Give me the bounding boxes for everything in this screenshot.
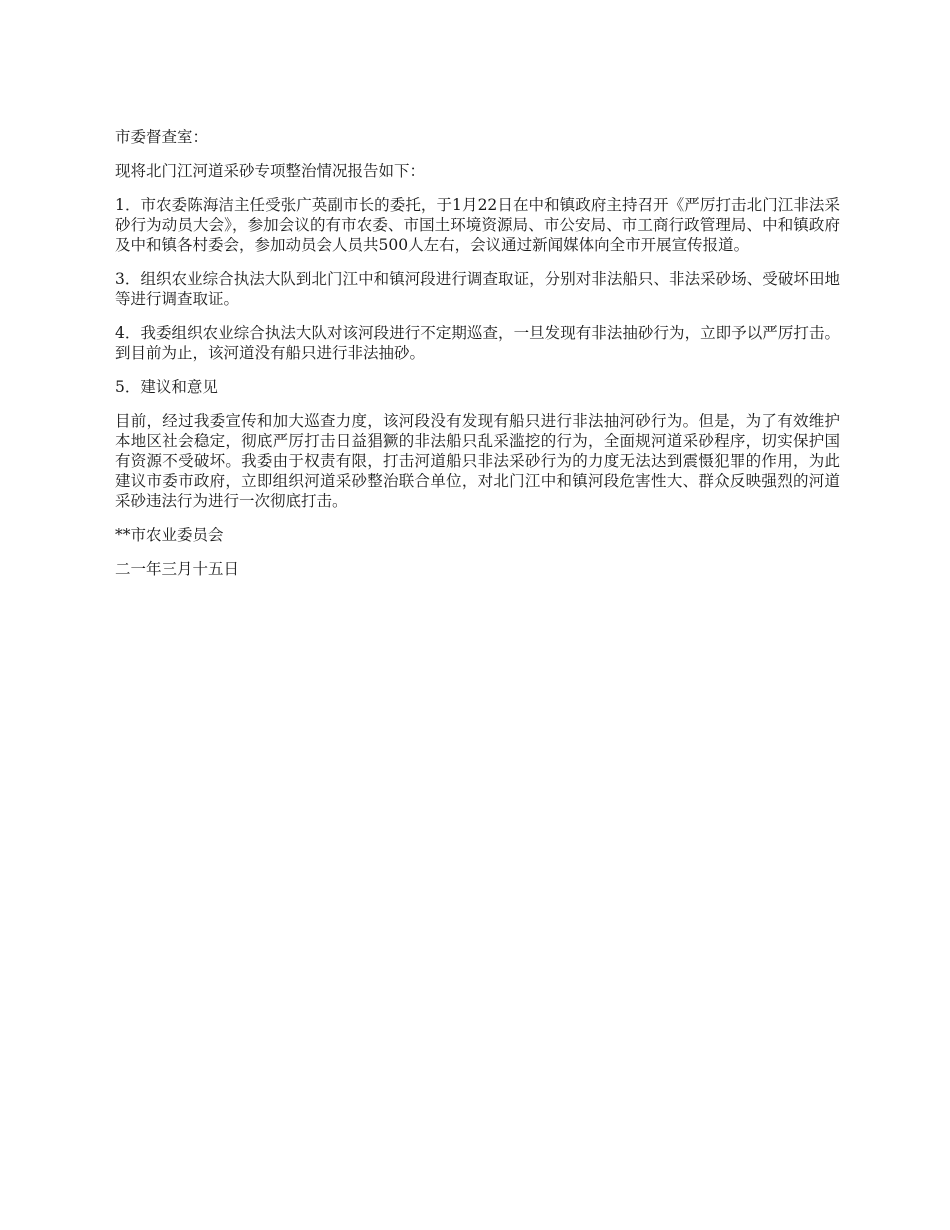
item-3-paragraph: 3．组织农业综合执法大队到北门江中和镇河段进行调查取证，分别对非法船只、非法采砂场、受破坏田地等进行调查取证。 (115, 270, 840, 308)
salutation: 市委督查室： (115, 128, 209, 146)
signature: **市农业委员会 (115, 526, 224, 544)
document-body (115, 127, 840, 593)
item-5-heading: 5．建议和意见 (115, 378, 218, 396)
item-1-paragraph: 1．市农委陈海洁主任受张广英副市长的委托，于1月22日在中和镇政府主持召开《严厉打击北门江非法采砂行为动员大会》，参加会议的有市农委、市国土环境资源局、市公安局、市工商行政管理局、中和镇政府及中和镇各村委会，参加动员会人员共500人左右，会议通过新闻媒体向全市开展宣传报道。 (115, 196, 840, 254)
recommendation-paragraph: 目前，经过我委宣传和加大巡查力度，该河段没有发现有船只进行非法抽河砂行为。但是，为了有效维护本地区社会稳定，彻底严厉打击日益猖獗的非法船只乱采滥挖的行为，全面规河道采砂程序，切实保护国有资源不受破坏。我委由于权责有限，打击河道船只非法采砂行为的力度无法达到震慑犯罪的作用，为此建议市委市政府，立即组织河道采砂整治联合单位，对北门江中和镇河段危害性大、群众反映强烈的河道采砂违法行为进行一次彻底打击。 (115, 412, 840, 510)
date: 二一年三月十五日 (115, 560, 240, 578)
item-4-paragraph: 4．我委组织农业综合执法大队对该河段进行不定期巡查，一旦发现有非法抽砂行为，立即予以严厉打击。到目前为止，该河道没有船只进行非法抽砂。 (115, 324, 840, 362)
intro-paragraph: 现将北门江河道采砂专项整治情况报告如下： (115, 162, 426, 180)
